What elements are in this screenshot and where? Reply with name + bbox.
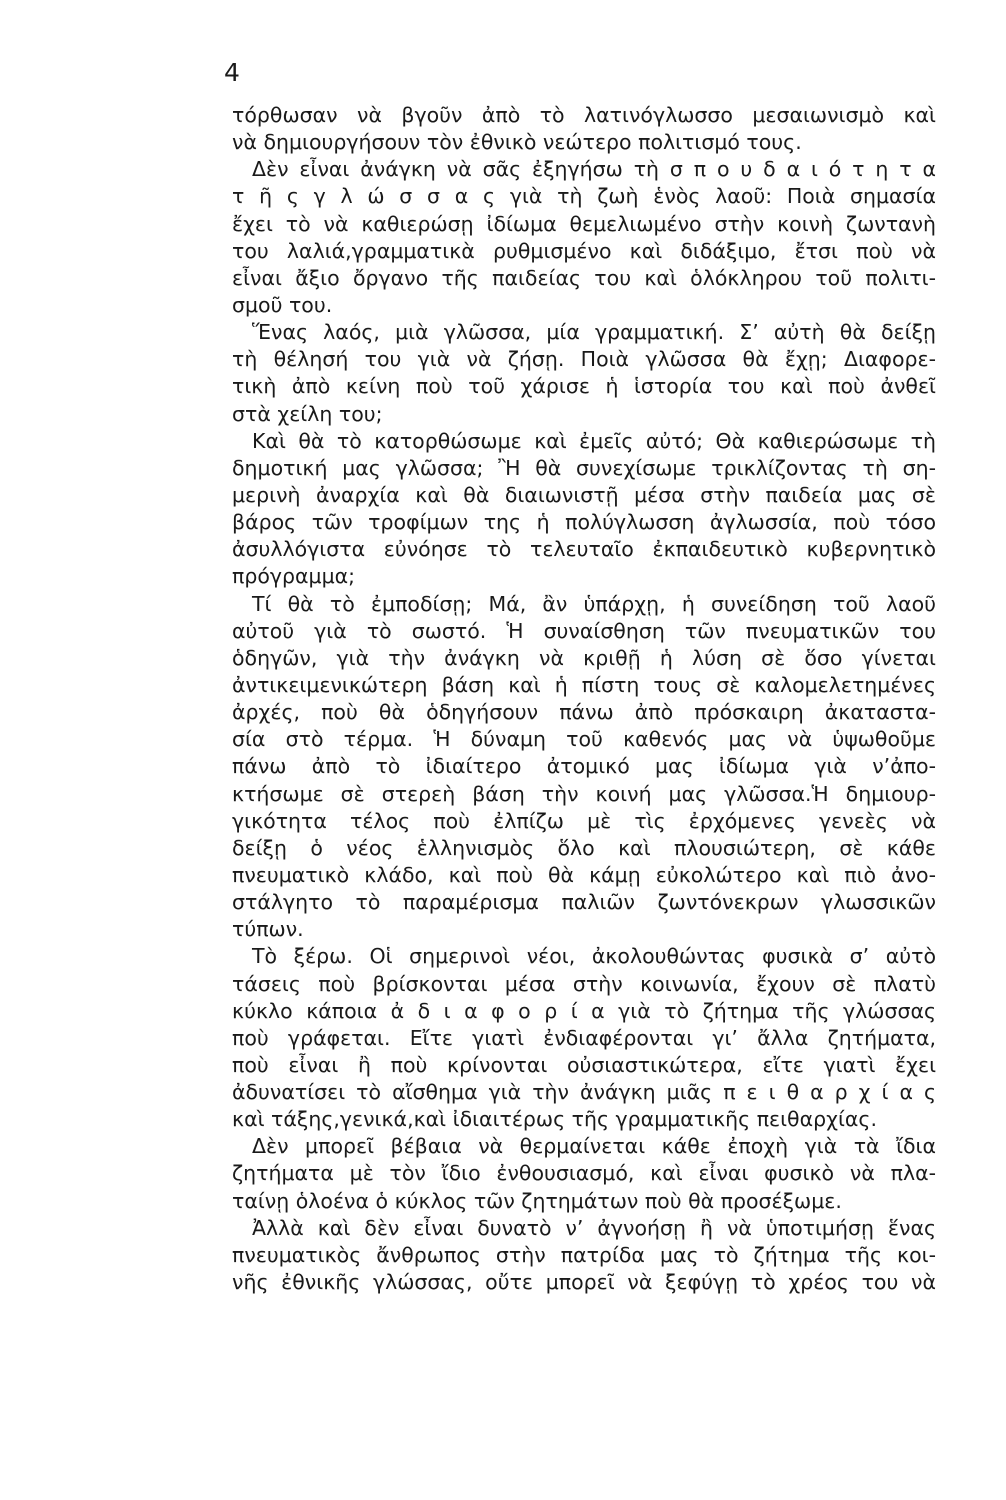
page-number: 4 <box>224 58 240 87</box>
text-line: τάσεις ποὺ βρίσκονται μέσα στὴν κοινωνία, ἔχουν σὲ πλατὺ <box>232 971 936 996</box>
text-line: κτήσωμε σὲ στερεὴ βάση τὴν κοινή μας γλῶσσα.Ἡ δημιουρ- <box>232 781 936 806</box>
text-line: τ ῆ ς γ λ ώ σ σ α ς γιὰ τὴ ζωὴ ἑνὸς λαοῦ: Ποιὰ σημασία <box>232 184 936 209</box>
text-line: τύπων. <box>232 917 304 942</box>
text-line: Ἕνας λαός, μιὰ γλῶσσα, μία γραμματική. Σ’ αὐτὴ θὰ δείξῃ <box>252 320 936 345</box>
text-line: Ἀλλὰ καὶ δὲν εἶναι δυνατὸ ν’ ἀγνοήσῃ ἢ νὰ ὑποτιμήσῃ ἕνας <box>252 1215 936 1240</box>
text-line: Τὸ ξέρω. Οἱ σημερινοὶ νέοι, ἀκολουθώντας φυσικὰ σ’ αὐτὸ <box>252 944 936 969</box>
text-line: ἀδυνατίσει τὸ αἴσθημα γιὰ τὴν ἀνάγκη μιᾶς π ε ι θ α ρ χ ί α ς <box>232 1080 936 1105</box>
text-line: ποὺ εἶναι ἢ ποὺ κρίνονται οὐσιαστικώτερα, εἴτε γιατὶ ἔχει <box>232 1052 936 1077</box>
text-line: ζητήματα μὲ τὸν ἴδιο ἐνθουσιασμό, καὶ εἶναι φυσικὸ νὰ πλα- <box>232 1161 936 1186</box>
text-line: αὐτοῦ γιὰ τὸ σωστό. Ἡ συναίσθηση τῶν πνευματικῶν του <box>232 618 936 643</box>
text-line: στάλγητο τὸ παραμέρισμα παλιῶν ζωντόνεκρων γλωσσικῶν <box>232 890 936 915</box>
text-line: Δὲν μπορεῖ βέβαια νὰ θερμαίνεται κάθε ἐποχὴ γιὰ τὰ ἴδια <box>252 1134 936 1159</box>
text-line: σία στὸ τέρμα. Ἡ δύναμη τοῦ καθενός μας νὰ ὑψωθοῦμε <box>232 727 936 752</box>
text-line: γικότητα τέλος ποὺ ἐλπίζω μὲ τὶς ἐρχόμενες γενεὲς νὰ <box>232 808 936 833</box>
text-line: πνευματικὸς ἄνθρωπος στὴν πατρίδα μας τὸ ζήτημα τῆς κοι- <box>232 1242 936 1267</box>
text-line: ἀσυλλόγιστα εὐνόησε τὸ τελευταῖο ἐκπαιδευτικὸ κυβερνητικὸ <box>232 537 936 562</box>
text-line: μερινὴ ἀναρχία καὶ θὰ διαιωνιστῇ μέσα στὴν παιδεία μας σὲ <box>232 482 936 507</box>
body-text <box>232 102 936 1296</box>
text-line: βάρος τῶν τροφίμων της ἡ πολύγλωσση ἀγλωσσία, ποὺ τόσο <box>232 510 936 535</box>
text-line: εἶναι ἄξιο ὄργανο τῆς παιδείας του καὶ ὁλόκληρου τοῦ πολιτι- <box>232 265 936 290</box>
text-line: ἀρχές, ποὺ θὰ ὁδηγήσουν πάνω ἀπὸ πρόσκαιρη ἀκαταστα- <box>232 700 936 725</box>
text-line: Τί θὰ τὸ ἐμποδίσῃ; Μά, ἂν ὑπάρχῃ, ἡ συνείδηση τοῦ λαοῦ <box>252 591 936 616</box>
text-line: πάνω ἀπὸ τὸ ἰδιαίτερο ἀτομικό μας ἰδίωμα γιὰ ν’ἀπο- <box>232 754 936 779</box>
text-line: Δὲν εἶναι ἀνάγκη νὰ σᾶς ἐξηγήσω τὴ σ π ο υ δ α ι ό τ η τ α <box>252 157 936 182</box>
text-line: νῆς ἐθνικῆς γλώσσας, οὔτε μπορεῖ νὰ ξεφύγῃ τὸ χρέος του νὰ <box>232 1270 936 1295</box>
text-line: στὰ χείλη του; <box>232 401 383 426</box>
text-line: κύκλο κάποια ἀ δ ι α φ ο ρ ί α γιὰ τὸ ζήτημα τῆς γλώσσας <box>232 998 936 1023</box>
text-line: τὴ θέλησή του γιὰ νὰ ζήσῃ. Ποιὰ γλῶσσα θὰ ἔχῃ; Διαφορε- <box>232 347 936 372</box>
text-line: καὶ τάξης,γενικά,καὶ ἰδιαιτέρως τῆς γραμματικῆς πειθαρχίας. <box>232 1107 877 1132</box>
text-line: Καὶ θὰ τὸ κατορθώσωμε καὶ ἐμεῖς αὐτό; Θὰ καθιερώσωμε τὴ <box>252 428 936 453</box>
text-line: τόρθωσαν νὰ βγοῦν ἀπὸ τὸ λατινόγλωσσο μεσαιωνισμὸ καὶ <box>232 103 936 127</box>
text-line: νὰ δημιουργήσουν τὸν ἐθνικὸ νεώτερο πολιτισμό τους. <box>232 130 802 155</box>
text-line: δείξῃ ὁ νέος ἑλληνισμὸς ὅλο καὶ πλουσιώτερη, σὲ κάθε <box>232 835 936 860</box>
text-line: πνευματικὸ κλάδο, καὶ ποὺ θὰ κάμῃ εὐκολώτερο καὶ πιὸ ἀνο- <box>232 862 936 887</box>
text-line: του λαλιά,γραμματικὰ ρυθμισμένο καὶ διδάξιμο, ἔτσι ποὺ νὰ <box>232 238 936 263</box>
text-line: ταίνῃ ὁλοένα ὁ κύκλος τῶν ζητημάτων ποὺ θὰ προσέξωμε. <box>232 1188 842 1213</box>
text-line: τικὴ ἀπὸ κείνη ποὺ τοῦ χάρισε ἡ ἱστορία του καὶ ποὺ ἀνθεῖ <box>232 374 936 399</box>
text-line: σμοῦ του. <box>232 292 333 317</box>
text-line: ποὺ γράφεται. Εἴτε γιατὶ ἐνδιαφέρονται γι’ ἄλλα ζητήματα, <box>232 1025 936 1050</box>
text-line: ἀντικειμενικώτερη βάση καὶ ἡ πίστη τους σὲ καλομελετημένες <box>232 672 936 697</box>
text-line: ἔχει τὸ νὰ καθιερώσῃ ἰδίωμα θεμελιωμένο στὴν κοινὴ ζωντανὴ <box>232 211 936 236</box>
text-line: πρόγραμμα; <box>232 564 356 589</box>
text-line: δημοτική μας γλῶσσα; Ἢ θὰ συνεχίσωμε τρικλίζοντας τὴ ση- <box>232 455 936 480</box>
text-line: ὁδηγῶν, γιὰ τὴν ἀνάγκη νὰ κριθῇ ἡ λύση σὲ ὅσο γίνεται <box>232 645 936 670</box>
